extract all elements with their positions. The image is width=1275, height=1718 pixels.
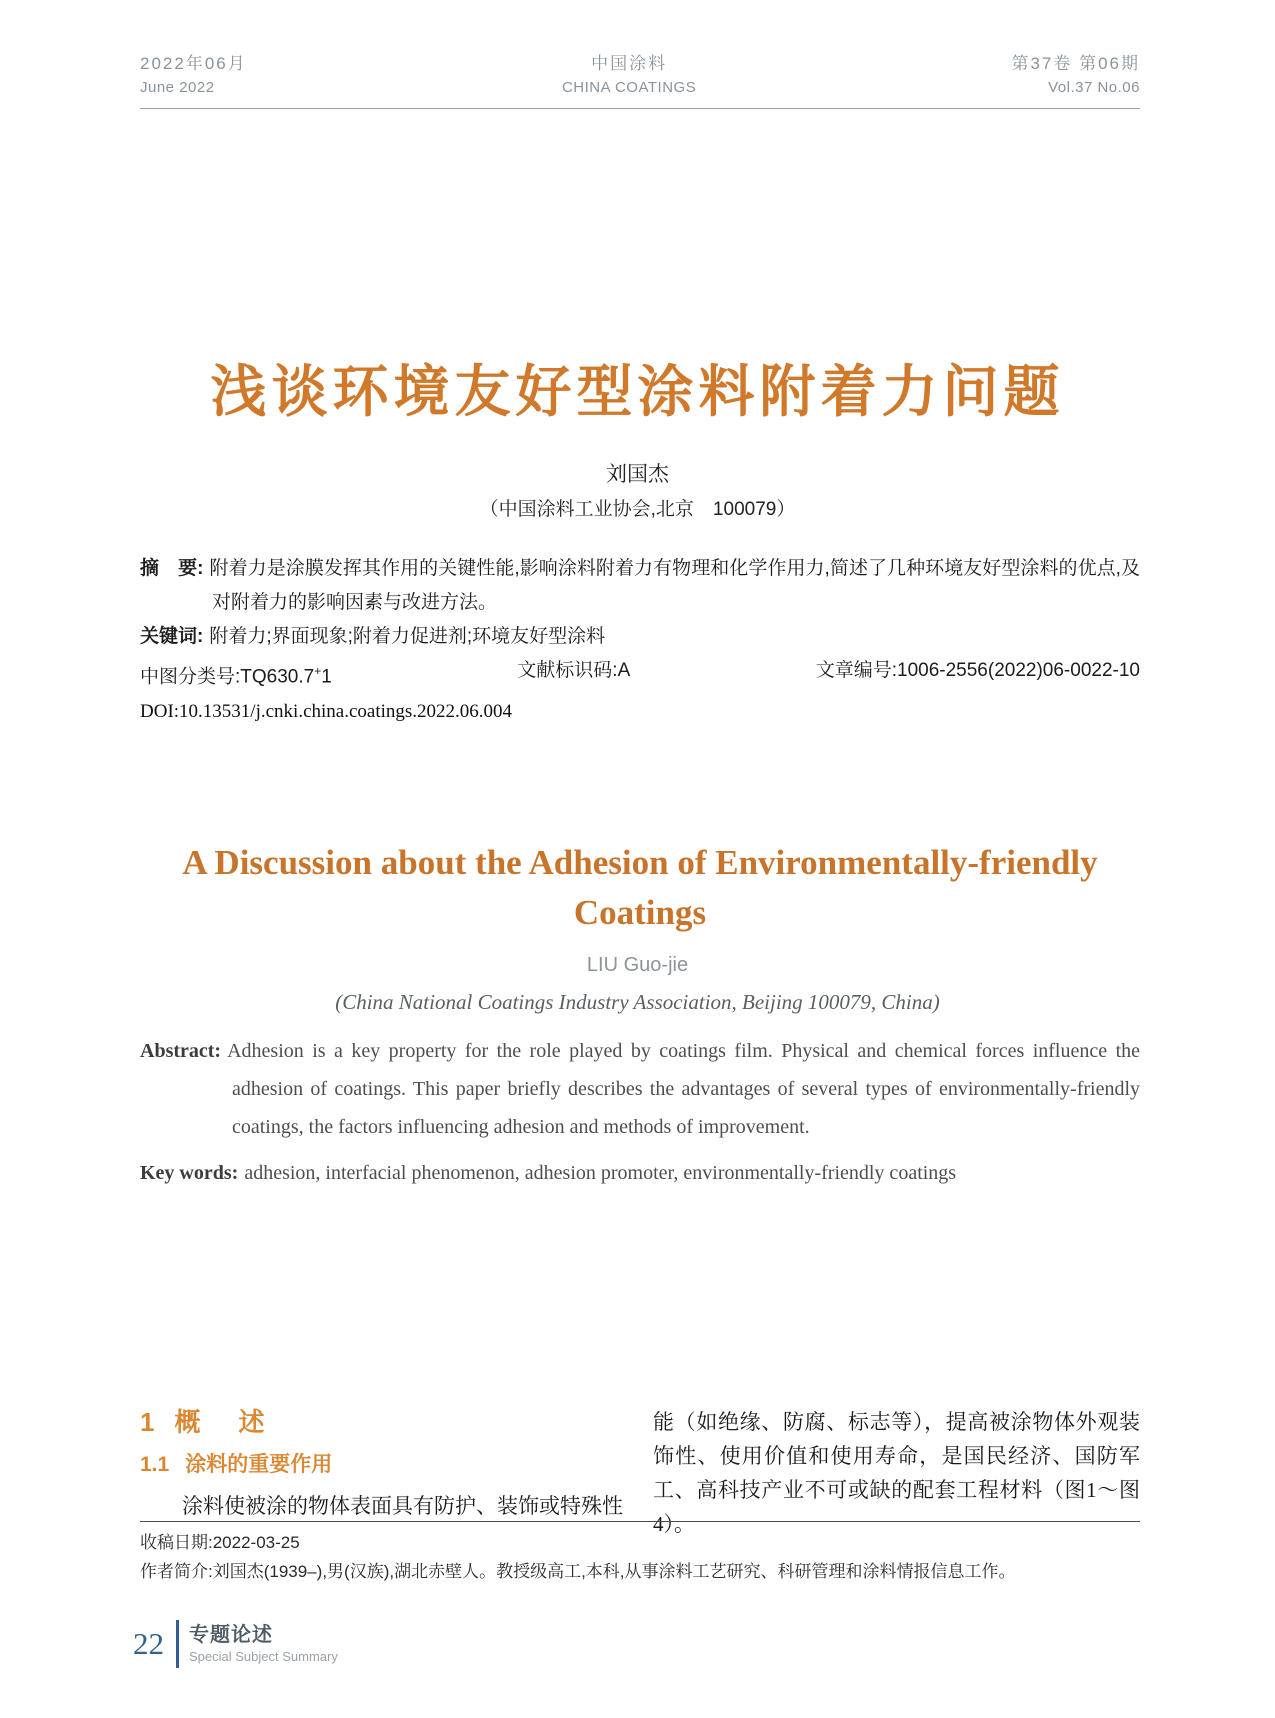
- keywords-label-en: Key words:: [140, 1162, 239, 1184]
- doi: DOI:10.13531/j.cnki.china.coatings.2022.06.004: [140, 701, 513, 723]
- keywords-text-en: adhesion, interfacial phenomenon, adhesion promoter, environmentally-friendly coatings: [244, 1162, 957, 1184]
- footnote-block: [140, 1521, 1140, 1586]
- journal-name-cn: 中国涂料: [591, 54, 668, 73]
- issue-date-en: June 2022: [140, 79, 215, 96]
- body-paragraph-right: 能（如绝缘、防腐、标志等），提高被涂物体外观装饰性、使用价值和使用寿命，是国民经济、国防军工、高科技产业不可或缺的配套工程材料（图1～图4）。: [653, 1410, 1140, 1536]
- keywords-text-cn: 附着力;界面现象;附着力促进剂;环境友好型涂料: [209, 626, 606, 647]
- author-bio: 作者简介:刘国杰(1939–),男(汉族),湖北赤壁人。教授级高工,本科,从事涂料工艺研究、科研管理和涂料情报信息工作。: [140, 1562, 1016, 1581]
- clc-superscript: +: [314, 664, 322, 678]
- issue-date-cn: 2022年06月: [140, 54, 247, 73]
- volume-issue-en: Vol.37 No.06: [1048, 79, 1140, 96]
- section-1-1-heading: [140, 1451, 627, 1479]
- affiliation-cn: （中国涂料工业协会,北京 100079）: [479, 499, 796, 520]
- author-name-en: LIU Guo-jie: [586, 954, 689, 976]
- abstract-block-en: [140, 1032, 1140, 1192]
- section-1-title: 概 述: [174, 1407, 271, 1437]
- clc-tail: 1: [321, 666, 332, 688]
- footer-column-label: [189, 1622, 338, 1666]
- affiliation-en: (China National Coatings Industry Association, Beijing 100079, China): [335, 990, 940, 1014]
- keywords-label-cn: 关键词:: [140, 626, 204, 647]
- abstract-block-cn: [140, 552, 1140, 728]
- section-1-1-title: 涂料的重要作用: [185, 1453, 333, 1476]
- abstract-label-en: Abstract:: [140, 1040, 222, 1062]
- abstract-en: [140, 1032, 1140, 1146]
- abstract-text-en: Adhesion is a key property for the role played by coatings film. Physical and chemical forces influence the adhesion of coatings. This paper briefly describes the advantages of several types of environmentally-friendly coatings, the factors influencing adhesion and methods of improvement.: [227, 1040, 1140, 1138]
- page-header: [140, 52, 1140, 109]
- page-footer: [133, 1620, 338, 1668]
- footer-divider-bar: [176, 1620, 179, 1668]
- classification-row: [140, 654, 1140, 694]
- column-name-cn: 专题论述: [189, 1624, 273, 1646]
- clc-label: 中图分类号:TQ630.7: [140, 666, 315, 688]
- header-volume-issue: [1011, 52, 1140, 100]
- keywords-en: [140, 1154, 1140, 1192]
- header-journal-name: [562, 52, 696, 100]
- page-number: 22: [133, 1626, 164, 1661]
- article-number: 文章编号:1006-2556(2022)06-0022-10: [815, 660, 1140, 681]
- body-paragraph-left: 涂料使被涂的物体表面具有防护、装饰或特殊性: [182, 1494, 623, 1518]
- section-1-1-number: 1.1: [140, 1453, 170, 1476]
- header-issue-date: [140, 52, 247, 100]
- column-name-en: Special Subject Summary: [189, 1649, 338, 1664]
- article-title-en: A Discussion about the Adhesion of Environmentally-friendly Coatings: [182, 843, 1098, 932]
- article-title-cn: 浅谈环境友好型涂料附着力问题: [210, 360, 1065, 423]
- journal-name-en: CHINA COATINGS: [561, 79, 697, 96]
- keywords-cn: [140, 620, 1140, 654]
- author-name-cn: 刘国杰: [606, 463, 669, 486]
- abstract-text-cn: 附着力是涂膜发挥其作用的关键性能,影响涂料附着力有物理和化学作用力,简述了几种环境友好型涂料的优点,及对附着力的影响因素与改进方法。: [209, 558, 1141, 613]
- clc-number: [140, 654, 332, 694]
- volume-issue-cn: 第37卷 第06期: [1011, 54, 1140, 73]
- abstract-label-cn: 摘 要:: [140, 558, 204, 579]
- document-code: 文献标识码:A: [517, 660, 631, 681]
- section-1-number: 1: [140, 1407, 155, 1437]
- section-1-heading: [140, 1405, 627, 1439]
- abstract-cn: [140, 552, 1140, 620]
- received-date: 收稿日期:2022-03-25: [140, 1533, 300, 1552]
